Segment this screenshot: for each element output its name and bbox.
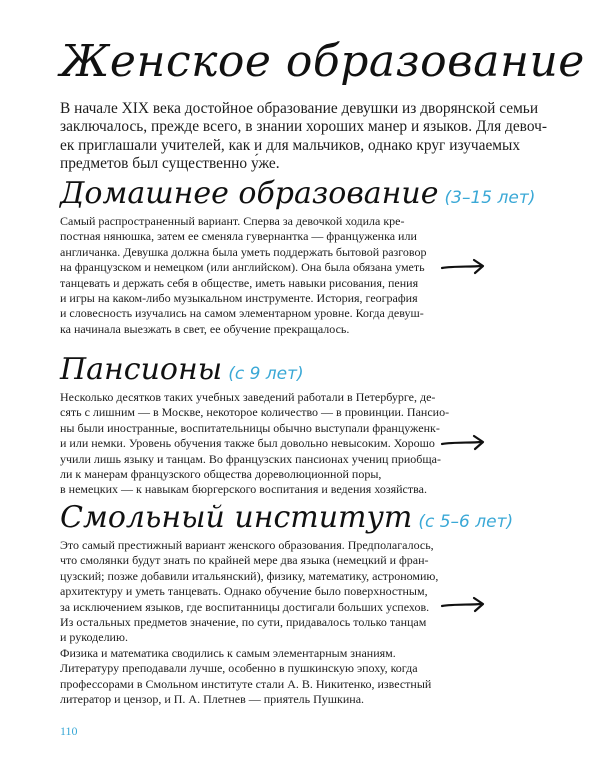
section-age-range: (с 9 лет) <box>228 364 304 384</box>
arrow-right-icon <box>440 594 488 616</box>
body-line: и игры на каком-либо музыкальном инструменте. История, география <box>60 291 418 306</box>
intro-paragraph <box>60 100 550 174</box>
section-heading-text: Смольный институт <box>60 500 413 535</box>
body-line: англичанка. Девушка должна была уметь поддержать бытовой разговор <box>60 244 427 259</box>
page-title: Женское образование <box>60 36 585 87</box>
intro-line: заключалось, прежде всего, в знании хороших манер и языков. Для девоч- <box>60 118 547 136</box>
intro-line: ек приглашали учителей, как и для мальчиков, однако круг изучаемых <box>60 136 521 154</box>
arrow-right-icon <box>440 256 488 278</box>
body-line: на французском и немецком (или английском). Она была обязана уметь <box>60 260 425 275</box>
section-heading-home-education <box>60 176 535 211</box>
body-line: цузский; позже добавили итальянский), физику, математику, астрономию, <box>60 568 439 583</box>
body-line: сять с лишним — в Москве, некоторое количество — в провинции. Пансио- <box>60 405 450 420</box>
section-heading-text: Пансионы <box>60 352 223 387</box>
section-heading-smolny-institute <box>60 500 513 535</box>
body-line: Физика и математика сводились к самым элементарным знаниям. <box>60 645 396 660</box>
body-line: профессорами в Смольном институте стали А. В. Никитенко, известный <box>60 676 432 691</box>
body-line: ны были иностранные, воспитательницы обычно выступали француженк- <box>60 420 440 435</box>
intro-line: В начале XIX века достойное образование девушки из дворянской семьи <box>60 100 539 117</box>
body-line: Это самый престижный вариант женского образования. Предполагалось, <box>60 538 434 552</box>
body-line: ли к манерам французского общества дореволюционной поры, <box>60 467 382 482</box>
body-line: и словесность изучались на самом элементарном уровне. Когда девуш- <box>60 306 424 321</box>
section-heading-boarding-schools <box>60 352 304 387</box>
section-body-home-education <box>60 214 460 337</box>
body-line: и или немки. Уровень обучения также был довольно невысоким. Хорошо <box>60 436 435 451</box>
body-line: и рукоделию. <box>60 630 128 645</box>
body-line: Из остальных предметов значение, по сути, придавалось только танцам <box>60 615 427 630</box>
body-line: литератор и цензор, и П. А. Плетнев — приятель Пушкина. <box>60 692 365 707</box>
section-body-smolny-institute <box>60 538 460 707</box>
page-number: 110 <box>60 724 78 738</box>
body-line: ка начинала выезжать в свет, ее обучение прекращалось. <box>60 321 350 336</box>
section-heading-text: Домашнее образование <box>60 176 439 211</box>
body-line: учили лишь языку и танцам. Во французских пансионах учениц приобща- <box>60 451 441 466</box>
section-age-range: (с 5–6 лет) <box>418 512 514 532</box>
body-line: что смолянки будут знать по крайней мере два языка (немецкий и фран- <box>60 553 429 568</box>
body-line: постная нянюшка, затем ее сменяла гувернантка — француженка или <box>60 229 417 244</box>
intro-line: предметов был существенно у́же. <box>60 155 280 173</box>
body-line: за исключением языков, где воспитанницы достигали больших успехов. <box>60 599 430 614</box>
body-line: Несколько десятков таких учебных заведений работали в Петербурге, де- <box>60 390 436 404</box>
body-line: Самый распространенный вариант. Сперва за девочкой ходила кре- <box>60 214 405 228</box>
section-body-boarding-schools <box>60 390 460 498</box>
body-line: архитектуру и уметь танцевать. Однако обучение было поверхностным, <box>60 584 428 599</box>
body-line: танцевать и держать себя в обществе, иметь навыки рисования, пения <box>60 275 419 290</box>
body-line: в немецких — к навыкам бюргерского воспитания и ведения хозяйства. <box>60 482 427 497</box>
body-line: Литературу преподавали лучше, особенно в пушкинскую эпоху, когда <box>60 661 418 676</box>
section-age-range: (3–15 лет) <box>444 188 536 208</box>
arrow-right-icon <box>440 432 488 454</box>
